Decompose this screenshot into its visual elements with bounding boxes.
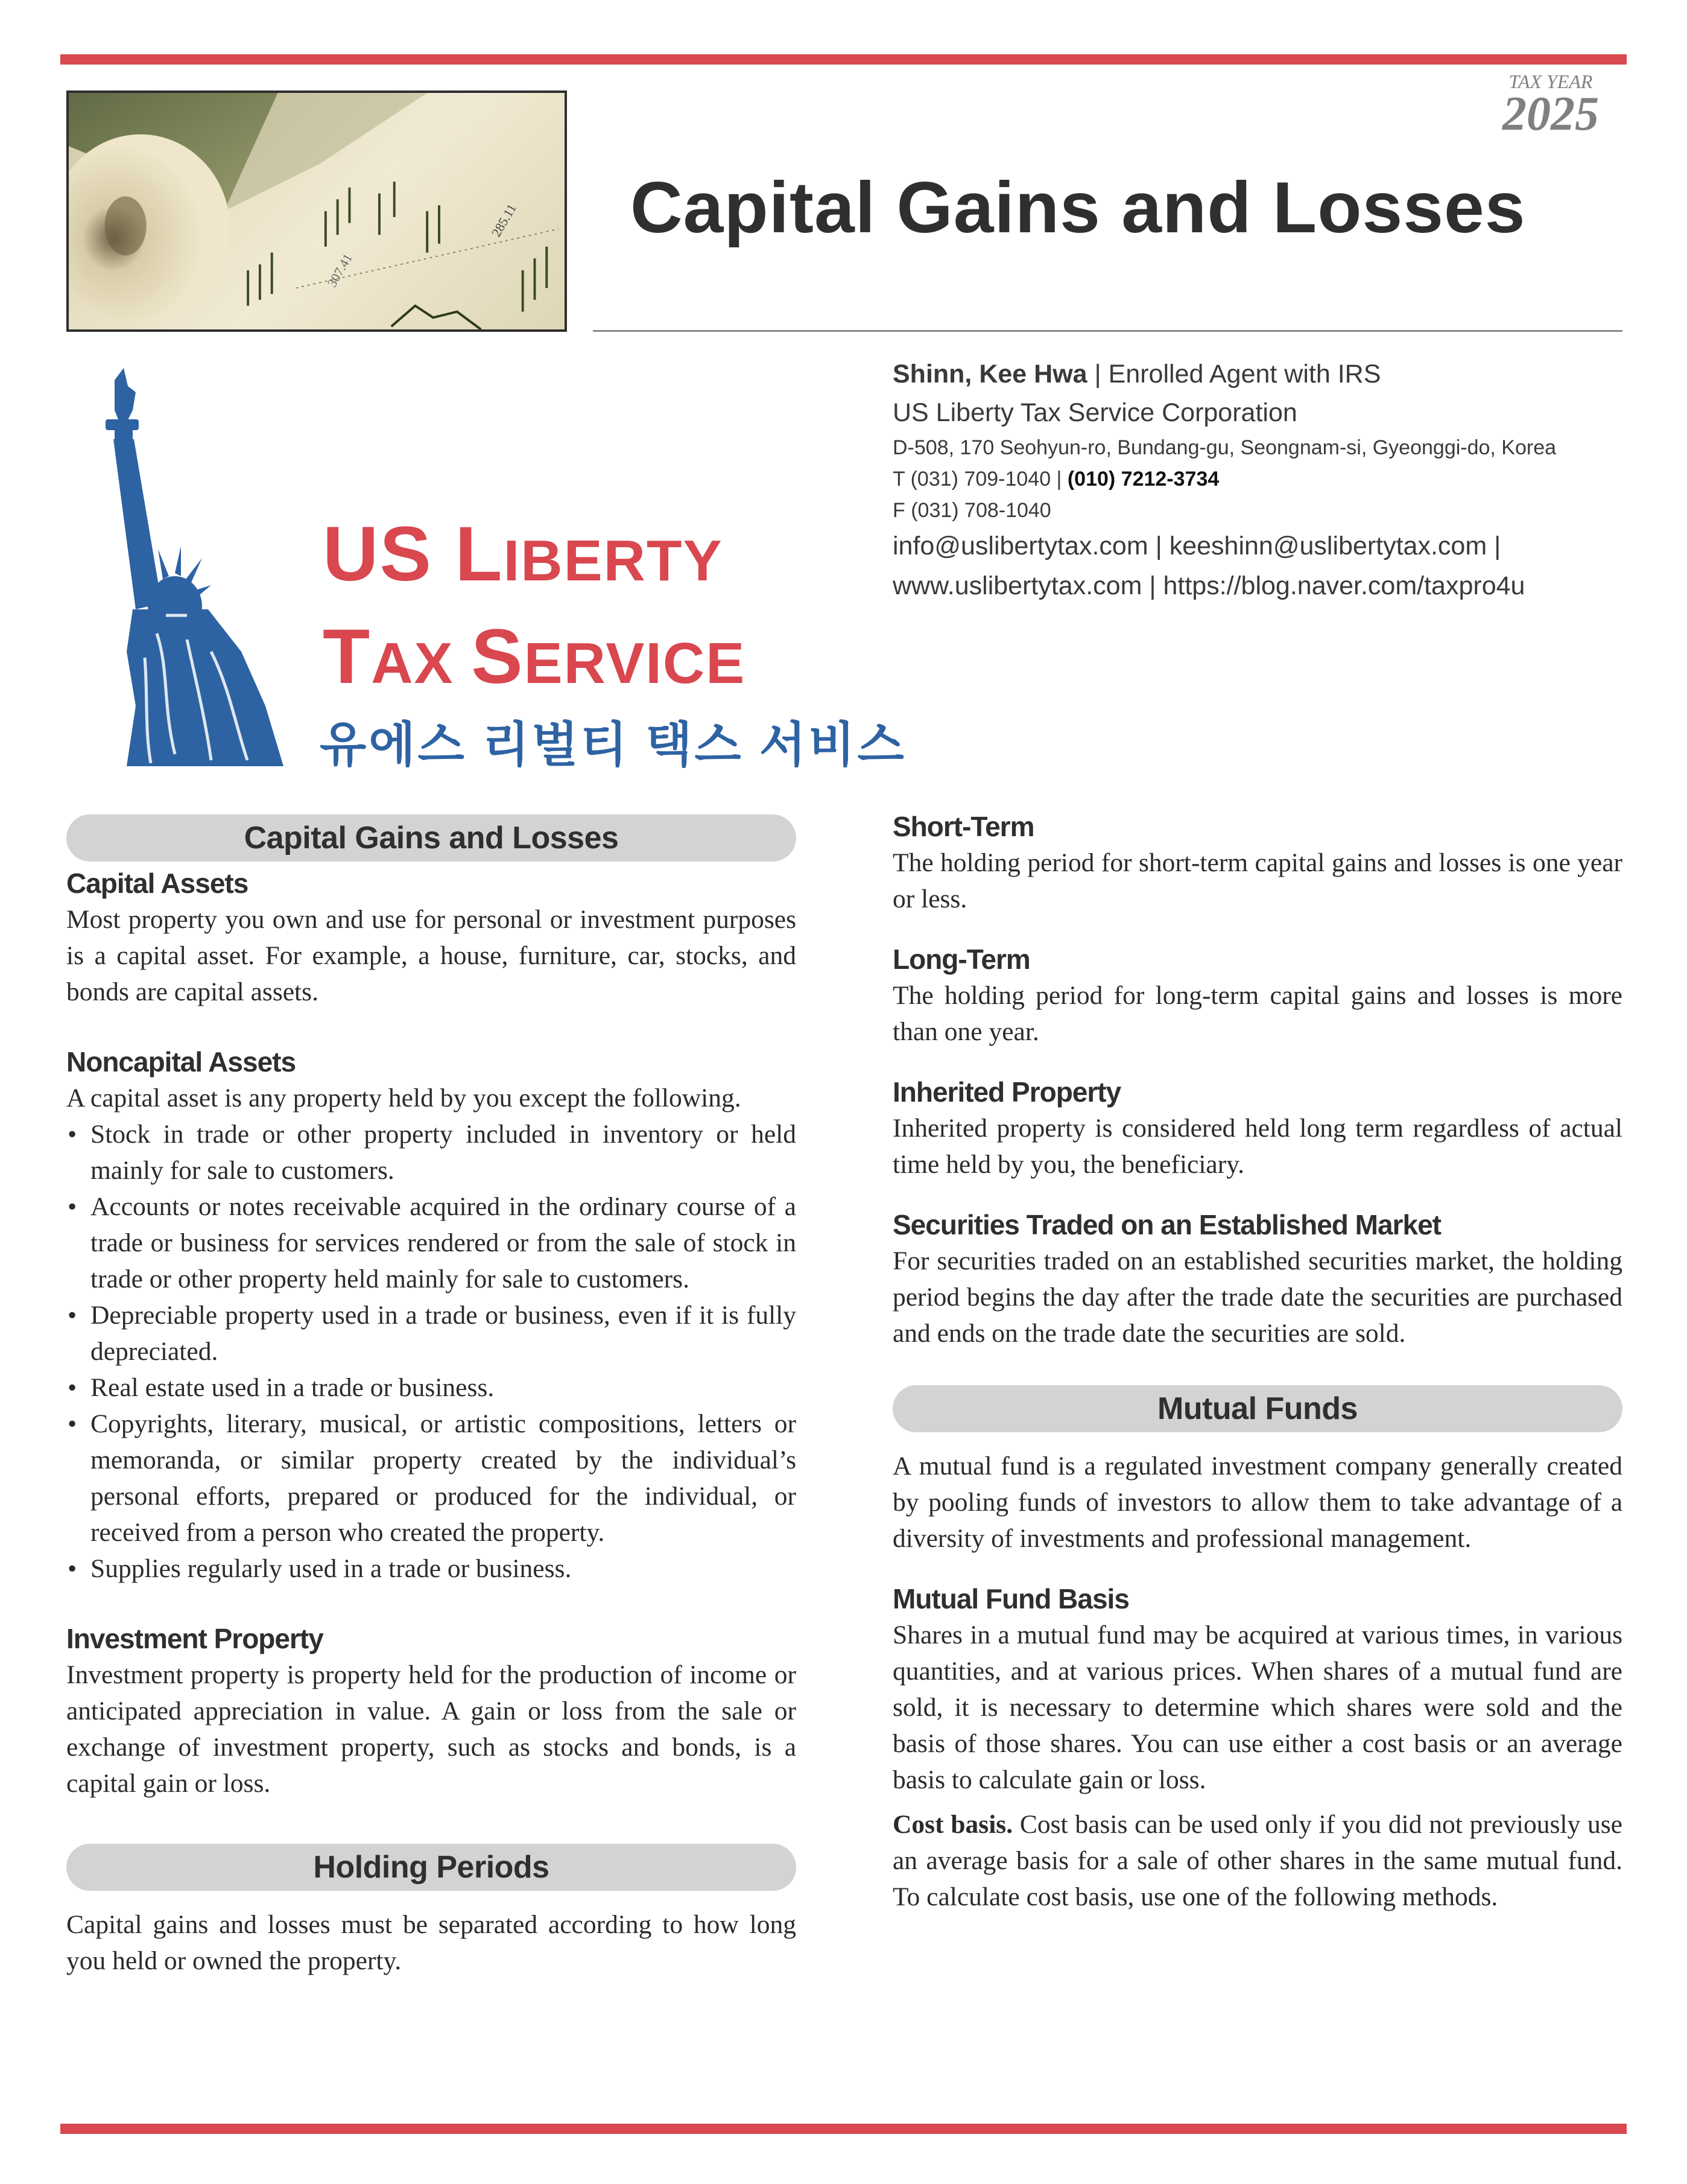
cost-basis-lead: Cost basis. [893, 1810, 1013, 1839]
section-header-capital-gains: Capital Gains and Losses [66, 814, 796, 862]
text-securities-market: For securities traded on an established securities market, the holding period begins the day after the trade date the securities are purchased and ends on the trade date the securities are sold. [893, 1246, 1622, 1348]
email-agent-link[interactable]: keeshinn@uslibertytax.com [1169, 532, 1487, 560]
text-mutual-fund-basis: Shares in a mutual fund may be acquired at various times, in various quantities, and at various prices. When shares of a mutual fund are sold, it is necessary to determine which shares were sold and the basis of those shares. You can use either a cost basis or an average basis to calculate gain or loss. [893, 1621, 1622, 1794]
right-column [893, 808, 1622, 1915]
tax-year-value: 2025 [1502, 87, 1599, 141]
chart-label-high: 285.11 [489, 202, 519, 240]
company-logo [90, 368, 907, 772]
logo-text-tax-service: TAX SERVICE [323, 614, 746, 700]
tax-year-badge [1502, 71, 1599, 141]
text-cost-basis [893, 1806, 1622, 1915]
fax-number: F (031) 708-1040 [893, 499, 1051, 522]
heading-mutual-fund-basis: Mutual Fund Basis [893, 1583, 1129, 1614]
hero-money-chart-image [66, 90, 567, 332]
list-item: • Stock in trade or other property included in inventory or held mainly for sale to customers. [66, 1116, 796, 1189]
heading-noncapital-assets: Noncapital Assets [66, 1046, 296, 1078]
text-noncapital-assets: A capital asset is any property held by you except the following. [66, 1084, 741, 1113]
section-header-holding-periods: Holding Periods [66, 1844, 796, 1891]
agent-name: Shinn, Kee Hwa [893, 360, 1087, 389]
text-holding-periods: Capital gains and losses must be separated according to how long you held or owned the property. [66, 1910, 796, 1975]
text-long-term: The holding period for long-term capital gains and losses is more than one year. [893, 981, 1622, 1046]
heading-capital-assets: Capital Assets [66, 868, 248, 899]
chart-label-low: 307.41 [324, 251, 356, 290]
logo-text-us-liberty: US LIBERTY [323, 511, 723, 597]
email-info-link[interactable]: info@uslibertytax.com [893, 532, 1148, 560]
heading-securities-market: Securities Traded on an Established Market [893, 1209, 1441, 1240]
text-mutual-funds: A mutual fund is a regulated investment company generally created by pooling funds of investors to allow them to take advantage of a diversity of investments and professional management. [893, 1452, 1622, 1553]
cost-basis-body: Cost basis can be used only if you did not previously use an average basis for a sale of other shares in the same mutual fund. To calculate cost basis, use one of the following methods. [893, 1810, 1622, 1911]
company-name: US Liberty Tax Service Corporation [893, 398, 1297, 427]
web-line: www.uslibertytax.com | https://blog.naver.com/taxpro4u [893, 571, 1525, 600]
list-item: • Accounts or notes receivable acquired in the ordinary course of a trade or business for services rendered or from the sale of stock in trade or other property held mainly for sale to customers. [66, 1189, 796, 1297]
list-item: • Depreciable property used in a trade or business, even if it is fully depreciated. [66, 1297, 796, 1370]
list-item: • Real estate used in a trade or business. [66, 1370, 796, 1406]
text-investment-property: Investment property is property held for the production of income or anticipated appreciation in value. A gain or loss from the sale or exchange of investment property, such as stocks and bonds, is a capital gain or loss. [66, 1660, 796, 1798]
page-title: Capital Gains and Losses [630, 167, 1526, 248]
tax-year-label: TAX YEAR [1508, 71, 1593, 92]
agent-role: | Enrolled Agent with IRS [1087, 360, 1381, 389]
address: D-508, 170 Seohyun-ro, Bundang-gu, Seongnam-si, Gyeonggi-do, Korea [893, 436, 1557, 459]
bottom-accent-rule [60, 2124, 1627, 2134]
left-column [66, 814, 796, 1979]
logo-text-korean: 유에스 리벌티 택스 서비스 [320, 718, 907, 772]
heading-investment-property: Investment Property [66, 1623, 323, 1654]
noncapital-assets-list [66, 1116, 796, 1587]
agent-line [893, 355, 1556, 393]
text-short-term: The holding period for short-term capital gains and losses is one year or less. [893, 848, 1622, 913]
phone-line [893, 463, 1556, 495]
website-link[interactable]: www.uslibertytax.com [893, 571, 1142, 600]
office-phone: T (031) 709-1040 | [893, 468, 1068, 490]
money-roll-chart-illustration [69, 93, 565, 329]
title-divider [593, 330, 1622, 332]
section-header-mutual-funds: Mutual Funds [893, 1385, 1622, 1432]
mobile-phone: (010) 7212-3734 [1067, 468, 1220, 490]
list-item: • Copyrights, literary, musical, or artistic compositions, letters or memoranda, or similar property created by the individual’s personal efforts, prepared or produced for the individual, or received from a person who created the property. [66, 1406, 796, 1551]
text-capital-assets: Most property you own and use for personal or investment purposes is a capital asset. For example, a house, furniture, car, stocks, and bonds are capital assets. [66, 905, 796, 1006]
heading-short-term: Short-Term [893, 811, 1034, 842]
text-inherited-property: Inherited property is considered held long term regardless of actual time held by you, the beneficiary. [893, 1114, 1622, 1179]
list-item: • Supplies regularly used in a trade or business. [66, 1551, 796, 1587]
email-line: info@uslibertytax.com | keeshinn@uslibertytax.com | [893, 532, 1501, 560]
heading-inherited-property: Inherited Property [893, 1076, 1121, 1108]
top-accent-rule [60, 54, 1627, 65]
blog-link[interactable]: https://blog.naver.com/taxpro4u [1163, 571, 1525, 600]
contact-info [893, 355, 1556, 606]
heading-long-term: Long-Term [893, 944, 1030, 975]
